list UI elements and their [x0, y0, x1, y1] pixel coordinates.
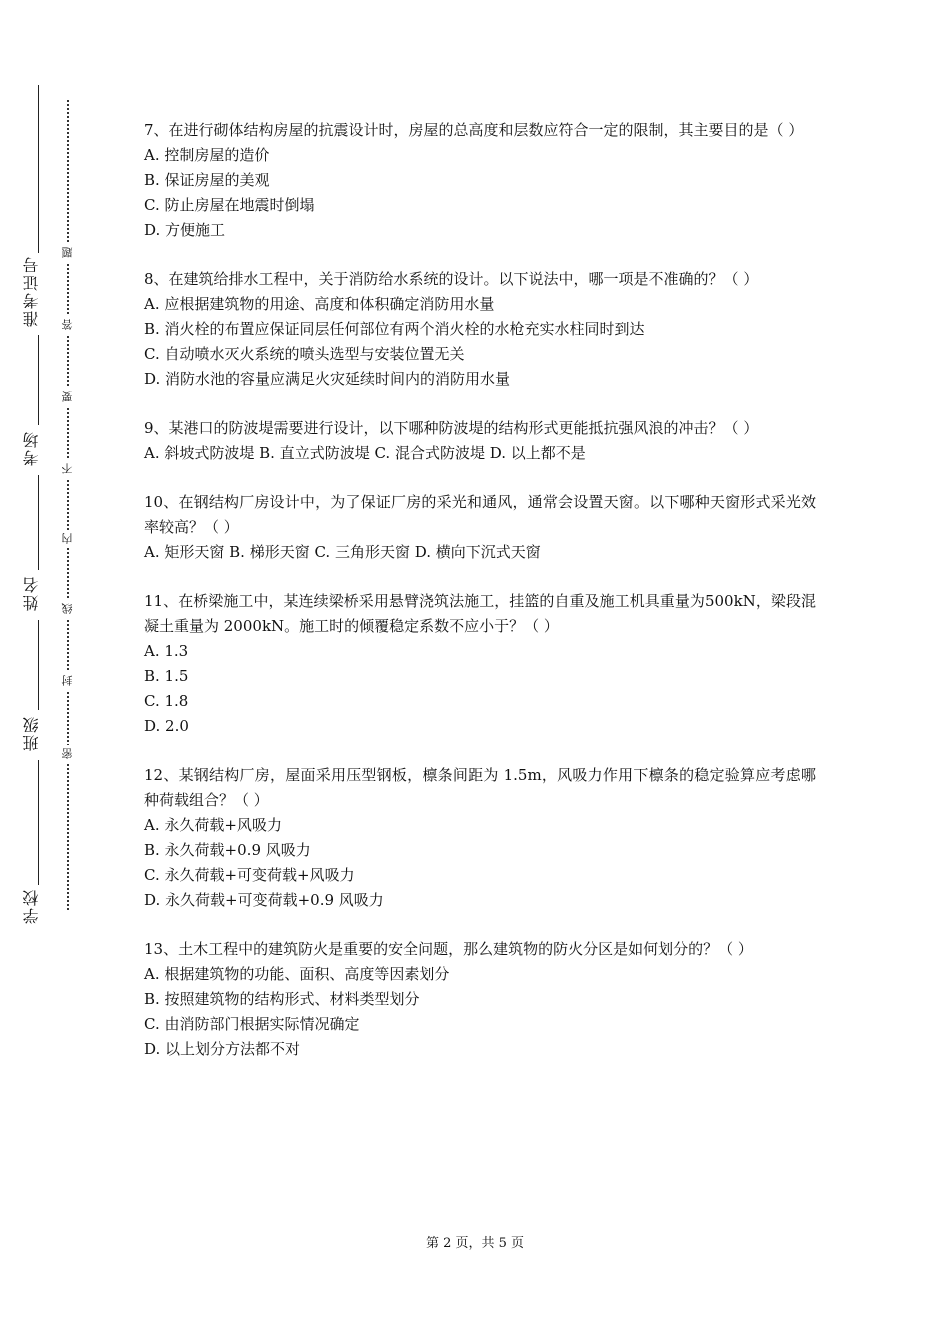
seal-char: 封	[60, 672, 76, 690]
option-b: B. 消火栓的布置应保证同层任何部位有两个消火栓的水枪充实水柱同时到达	[144, 320, 645, 338]
question-7	[144, 118, 816, 243]
option-d: D. 永久荷载+可变荷载+0.9 风吸力	[144, 891, 384, 909]
name-label: 姓名	[22, 575, 41, 611]
question-9	[144, 416, 816, 466]
question-list	[144, 118, 816, 1086]
option-c: C. 防止房屋在地震时倒塌	[144, 196, 315, 214]
question-12	[144, 763, 816, 913]
question-stem: 13、土木工程中的建筑防火是重要的安全问题，那么建筑物的防火分区是如何划分的？（ ）	[144, 940, 753, 958]
question-10	[144, 490, 816, 565]
ticket-number-label: 准考证号	[22, 255, 41, 327]
binding-line-segment	[38, 85, 39, 253]
option-a: A. 1.3	[144, 642, 189, 660]
question-8	[144, 267, 816, 392]
seal-char: 不	[60, 460, 76, 478]
option-d: D. 方便施工	[144, 221, 226, 239]
option-d: D. 以上划分方法都不对	[144, 1040, 301, 1058]
question-stem: 12、某钢结构厂房，屋面采用压型钢板，檩条间距为 1.5m，风吸力作用下檩条的稳定验算应考虑哪种荷载组合？（ ）	[144, 766, 816, 809]
options-line: A. 矩形天窗 B. 梯形天窗 C. 三角形天窗 D. 横向下沉式天窗	[144, 543, 541, 561]
binding-line-segment	[38, 760, 39, 885]
question-stem: 9、某港口的防波堤需要进行设计，以下哪种防波堤的结构形式更能抵抗强风浪的冲击？（ ）	[144, 419, 759, 437]
class-label: 班级	[22, 715, 41, 751]
seal-char: 题	[60, 244, 76, 262]
option-c: C. 由消防部门根据实际情况确定	[144, 1015, 360, 1033]
question-13	[144, 937, 816, 1062]
option-a: A. 根据建筑物的功能、面积、高度等因素划分	[144, 965, 450, 983]
binding-line-segment	[38, 620, 39, 710]
page-number: 第 2 页，共 5 页	[425, 1236, 525, 1251]
binding-line-segment	[38, 335, 39, 425]
option-b: B. 按照建筑物的结构形式、材料类型划分	[144, 990, 420, 1008]
question-11	[144, 589, 816, 739]
option-d: D. 2.0	[144, 717, 189, 735]
exam-room-label: 考场	[22, 430, 41, 466]
binding-line-segment	[38, 475, 39, 570]
option-a: A. 永久荷载+风吸力	[144, 816, 282, 834]
seal-char: 答	[60, 316, 76, 334]
option-d: D. 消防水池的容量应满足火灾延续时间内的消防用水量	[144, 370, 511, 388]
option-a: A. 应根据建筑物的用途、高度和体积确定消防用水量	[144, 295, 495, 313]
school-label: 学校	[22, 888, 41, 924]
seal-char: 内	[60, 530, 76, 548]
option-c: C. 自动喷水灭火系统的喷头选型与安装位置无关	[144, 345, 465, 363]
question-stem: 8、在建筑给排水工程中，关于消防给水系统的设计。以下说法中，哪一项是不准确的？（ ）	[144, 270, 759, 288]
option-b: B. 永久荷载+0.9 风吸力	[144, 841, 311, 859]
question-stem: 7、在进行砌体结构房屋的抗震设计时，房屋的总高度和层数应符合一定的限制，其主要目的是（ ）	[144, 121, 804, 139]
seal-char: 要	[60, 388, 76, 406]
option-c: C. 1.8	[144, 692, 189, 710]
seal-dotted-line	[67, 100, 69, 910]
option-b: B. 保证房屋的美观	[144, 171, 270, 189]
option-b: B. 1.5	[144, 667, 189, 685]
option-a: A. 控制房屋的造价	[144, 146, 270, 164]
seal-char: 密	[60, 745, 76, 763]
question-stem: 11、在桥梁施工中，某连续梁桥采用悬臂浇筑法施工，挂篮的自重及施工机具重量为500kN，梁段混凝土重量为 2000kN。施工时的倾覆稳定系数不应小于？（ ）	[144, 592, 816, 635]
question-stem: 10、在钢结构厂房设计中，为了保证厂房的采光和通风，通常会设置天窗。以下哪种天窗形式采光效率较高？（ ）	[144, 493, 816, 536]
option-c: C. 永久荷载+可变荷载+风吸力	[144, 866, 355, 884]
seal-char: 线	[60, 600, 76, 618]
options-line: A. 斜坡式防波堤 B. 直立式防波堤 C. 混合式防波堤 D. 以上都不是	[144, 444, 586, 462]
